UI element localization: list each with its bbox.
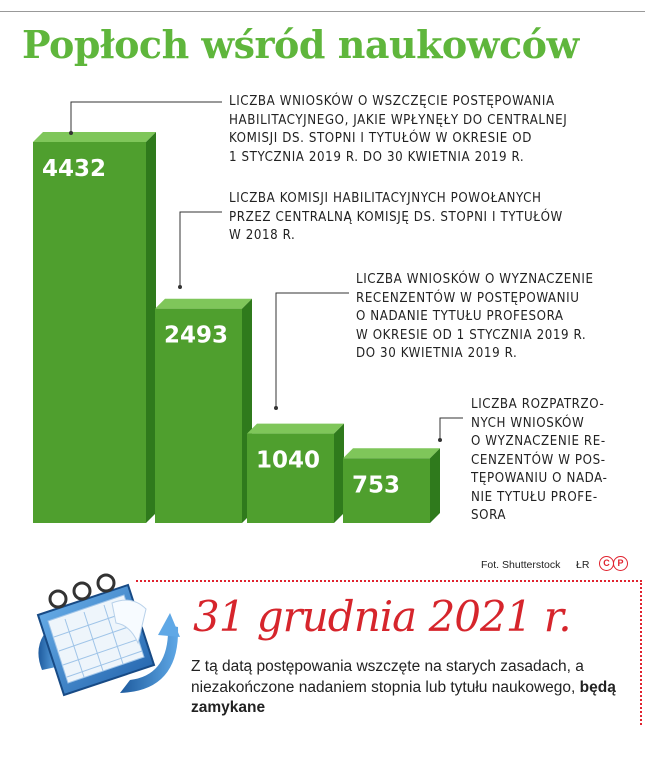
leader-line-3	[276, 293, 349, 408]
bar-side-3	[334, 424, 344, 523]
leader-dot-3	[274, 406, 278, 410]
annotation-3: LICZBA WNIOSKÓW O WYZNACZENIE RECENZENTÓW W POSTĘPOWANIU O NADANIE TYTUŁU PROFESORA W OKRESIE OD 1 STYCZNIA 2019 R. DO 30 KWIETNIA 2019 R.	[356, 272, 594, 361]
cp-logo-p: P	[613, 556, 628, 571]
page-title: Popłoch wśród naukowców	[22, 22, 579, 67]
calendar-icon	[20, 565, 180, 705]
leader-line-1	[71, 102, 222, 133]
leader-dot-2	[178, 285, 182, 289]
annotation-1: LICZBA WNIOSKÓW O WSZCZĘCIE POSTĘPOWANIA HABILITACYJNEGO, JAKIE WPŁYNĘŁY DO CENTRALNEJ KOMISJI DS. STOPNI I TYTUŁÓW W OKRESIE OD 1 STYCZNIA 2019 R. DO 30 KWIETNIA 2019 R.	[229, 94, 568, 165]
leader-line-4	[440, 418, 463, 440]
highlight-date: 31 grudnia 2021 r.	[193, 592, 571, 641]
annotation-4: LICZBA ROZPATRZO- NYCH WNIOSKÓW O WYZNACZENIE RE- CENZENTÓW W POS- TĘPOWANIU O NADA- NIE TYTUŁU PROFE- SORA	[471, 397, 608, 523]
cp-logo-c: C	[599, 556, 614, 571]
highlight-text	[191, 657, 641, 719]
bar-side-1	[146, 132, 156, 523]
bar-top-4	[343, 448, 440, 458]
bar-value-label-4: 753	[352, 472, 401, 499]
leader-dot-1	[69, 131, 73, 135]
bar-top-1	[33, 132, 156, 142]
bar-value-label-1: 4432	[42, 156, 107, 182]
photo-credit: Fot. Shutterstock	[481, 559, 561, 571]
author-initials: ŁR	[576, 559, 590, 571]
bar-side-4	[430, 448, 440, 523]
bar-1	[33, 142, 146, 523]
leader-line-2	[180, 212, 222, 287]
annotation-2: LICZBA KOMISJI HABILITACYJNYCH POWOŁANYCH PRZEZ CENTRALNĄ KOMISJĘ DS. STOPNI I TYTUŁÓW W 2018 R.	[229, 191, 563, 243]
bar-value-label-3: 1040	[256, 447, 321, 474]
highlight-text-regular: Z tą datą postępowania wszczęte na starych zasadach, a niezakończone nadaniem stopnia lub tytułu naukowego,	[191, 658, 584, 696]
leader-dot-4	[438, 438, 442, 442]
bar-top-2	[155, 299, 252, 309]
bar-value-label-2: 2493	[164, 322, 229, 349]
highlight-text-bold: będą zamykane	[191, 678, 616, 716]
bar-top-3	[247, 424, 344, 434]
